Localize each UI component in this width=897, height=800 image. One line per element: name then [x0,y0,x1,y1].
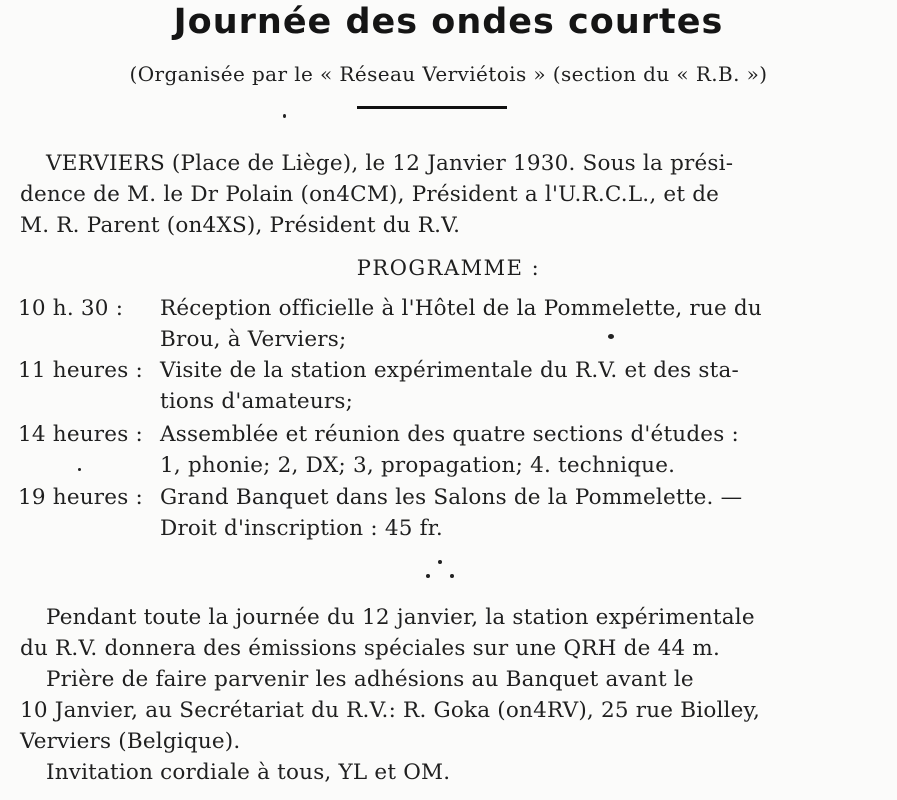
separator-dot [438,560,442,564]
program-line: Grand Banquet dans les Salons de la Pommelette. — [160,485,743,510]
separator-dot [450,574,454,578]
intro-paragraph [20,148,865,241]
print-speck [78,468,81,471]
closing-line: Verviers (Belgique). [20,729,241,754]
program-description [160,355,866,417]
program-line: Assemblée et réunion des quatre sections d'études : [160,422,739,447]
intro-line: dence de M. le Dr Polain (on4CM), Président a l'U.R.C.L., et de [20,182,720,207]
program-line: Droit d'inscription : 45 fr. [160,516,443,541]
program-description [160,419,866,481]
closing-line: Pendant toute la journée du 12 janvier, la station expérimentale [46,605,755,630]
title-divider [357,106,507,109]
program-time: 14 heures : [18,422,143,447]
closing-line: Invitation cordiale à tous, YL et OM. [46,760,451,785]
program-line: tions d'amateurs; [160,389,354,414]
program-description [160,293,866,355]
closing-paragraph [20,602,865,788]
program-line: Brou, à Verviers; [160,327,347,352]
document-title: Journée des ondes courtes [173,2,724,42]
program-description [160,482,866,544]
intro-line: VERVIERS (Place de Liège), le 12 Janvier 1930. Sous la prési- [46,151,734,176]
print-speck [608,334,614,339]
program-time: 19 heures : [18,485,143,510]
program-heading: PROGRAMME : [356,256,541,280]
program-time: 10 h. 30 : [18,296,124,321]
closing-line: Prière de faire parvenir les adhésions au Banquet avant le [46,667,694,692]
program-line: 1, phonie; 2, DX; 3, propagation; 4. technique. [160,453,676,478]
separator-dot [426,574,430,578]
closing-line: 10 Janvier, au Secrétariat du R.V.: R. Goka (on4RV), 25 rue Biolley, [20,698,761,723]
program-line: Réception officielle à l'Hôtel de la Pommelette, rue du [160,296,762,321]
intro-line: M. R. Parent (on4XS), Président du R.V. [20,213,461,238]
closing-line: du R.V. donnera des émissions spéciales sur une QRH de 44 m. [20,636,720,661]
program-time: 11 heures : [18,358,143,383]
program-line: Visite de la station expérimentale du R.V. et des sta- [160,358,739,383]
document-subtitle: (Organisée par le « Réseau Verviétois » (section du « R.B. ») [129,62,768,86]
section-separator-icon [420,556,460,586]
print-speck [283,114,286,118]
